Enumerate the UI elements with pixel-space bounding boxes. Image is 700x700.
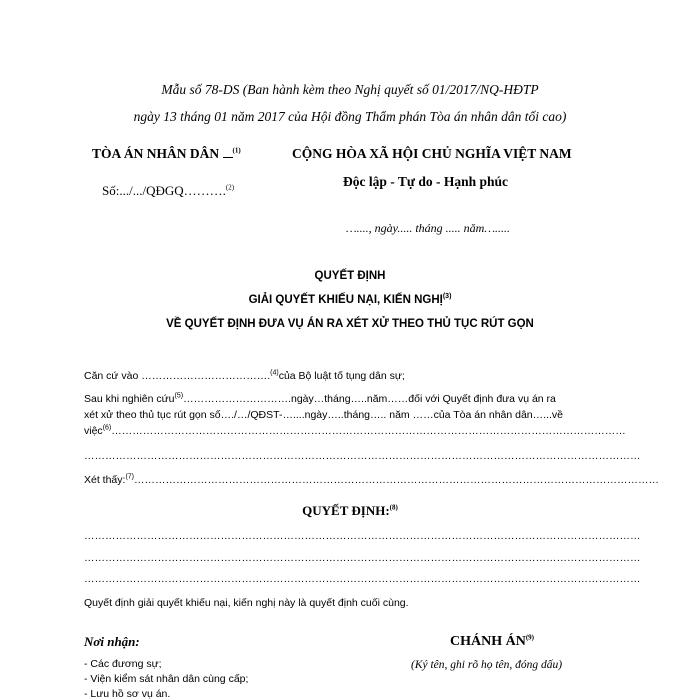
decision-heading <box>0 503 700 519</box>
review-text: Sau khi nghiên cứu <box>84 393 175 405</box>
place-date-line: …...., ngày..... tháng ..... năm…..... <box>346 221 511 235</box>
legal-basis-law: của Bộ luật tố tụng dân sự; <box>278 370 405 382</box>
decision-subtitle <box>0 294 700 306</box>
decision-blank-line: …………………………………………………………………………………………………………………………………………… <box>84 552 641 564</box>
case-subject-blank: ………………………………………………………………………………………………………………………………… <box>111 425 626 437</box>
findings-label: Xét thấy: <box>84 474 126 486</box>
recipient-item: - Các đương sự; <box>84 658 162 670</box>
signer-title-text: CHÁNH ÁN <box>450 634 526 649</box>
recipient-item: - Viện kiểm sát nhân dân cùng cấp; <box>84 673 249 685</box>
findings-blank: …………………………………………………………………………………………………………………………………… <box>134 474 660 486</box>
decision-subject: VỀ QUYẾT ĐỊNH ĐƯA VỤ ÁN RA XÉT XỬ THEO THỦ TỤC RÚT GỌN <box>166 318 534 330</box>
final-statement: Quyết định giải quyết khiếu nại, kiến nghị này là quyết định cuối cùng. <box>84 597 409 609</box>
decision-number-note: (2) <box>225 183 235 192</box>
decision-heading-note: (8) <box>389 503 398 512</box>
decision-blank-line: …………………………………………………………………………………………………………………………………………… <box>84 573 641 585</box>
decision-title: QUYẾT ĐỊNH <box>314 270 386 282</box>
decision-subtitle-note: (3) <box>442 293 452 301</box>
court-note: (1) <box>232 146 241 155</box>
decision-number <box>102 183 234 199</box>
review-line <box>84 393 556 405</box>
legal-basis-note: (4) <box>270 369 279 377</box>
decision-subtitle-text: GIẢI QUYẾT KHIẾU NẠI, KIẾN NGHỊ <box>248 294 443 306</box>
legal-basis-text: Căn cứ vào ………………………………. <box>84 370 271 382</box>
court-name-text: TÒA ÁN NHÂN DÂN <box>92 146 223 161</box>
form-reference-line1: Mẫu số 78-DS (Ban hành kèm theo Nghị quyết số 01/2017/NQ-HĐTP <box>161 82 539 97</box>
case-subject-label: việc <box>84 425 103 437</box>
case-subject-note: (6) <box>102 424 112 432</box>
findings-note: (7) <box>125 473 135 481</box>
findings-line <box>84 473 660 486</box>
recipients-title: Nơi nhận: <box>84 634 140 649</box>
signer-note: (9) <box>525 633 535 642</box>
court-name <box>92 146 241 162</box>
signer-title <box>450 634 534 650</box>
review-detail: ………………………….ngày…tháng…..năm……đối với Quyết định đưa vụ án ra <box>183 393 556 405</box>
form-reference-line2: ngày 13 tháng 01 năm 2017 của Hội đồng Thẩm phán Tòa án nhân dân tối cao) <box>133 109 567 124</box>
legal-basis-line <box>84 370 405 382</box>
recipient-item: - Lưu hồ sơ vụ án. <box>84 688 171 700</box>
decision-number-text: Số:.../.../QĐGQ………. <box>102 183 226 198</box>
summary-procedure-line: xét xử theo thủ tục rút gọn số…./…/QĐST-…....ngày…..tháng….. năm ……của Tòa án nhân dân…...về <box>84 409 563 421</box>
review-note: (5) <box>174 392 184 400</box>
court-name-blank <box>223 157 233 158</box>
national-motto: Độc lập - Tự do - Hạnh phúc <box>343 174 509 189</box>
case-subject-line <box>84 424 626 437</box>
blank-line: …………………………………………………………………………………………………………………………………………… <box>84 450 641 462</box>
national-title: CỘNG HÒA XÃ HỘI CHỦ NGHĨA VIỆT NAM <box>292 146 572 161</box>
decision-heading-text: QUYẾT ĐỊNH: <box>302 503 390 518</box>
decision-blank-line: …………………………………………………………………………………………………………………………………………… <box>84 530 641 542</box>
signature-instruction: (Ký tên, ghi rõ họ tên, đóng dấu) <box>411 659 563 671</box>
